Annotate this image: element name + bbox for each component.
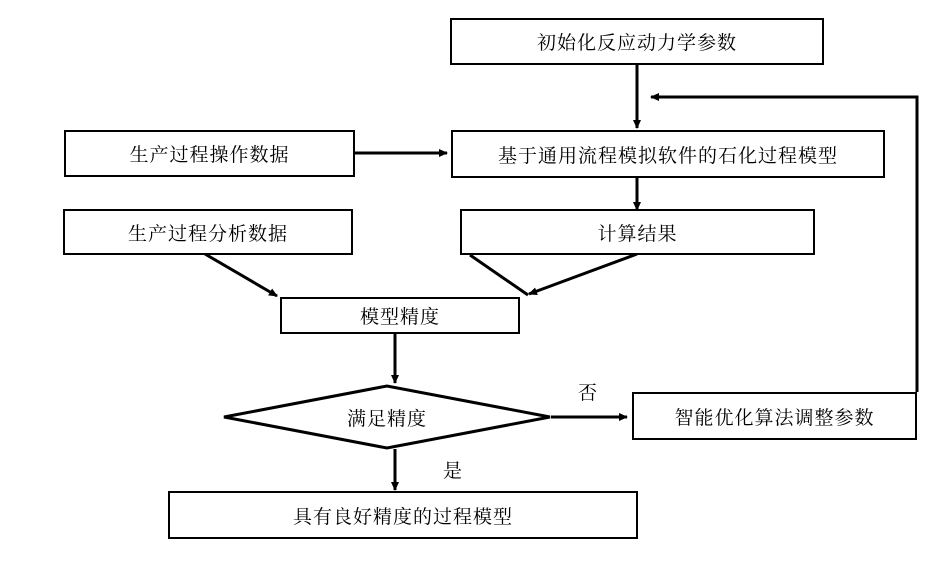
node-analysis-data-label: 生产过程分析数据	[127, 222, 288, 245]
node-calc-result[interactable]	[460, 209, 815, 255]
node-model-accuracy[interactable]	[280, 297, 520, 334]
node-final-model-label: 具有良好精度的过程模型	[292, 505, 513, 528]
edge-model-to-accuracy	[470, 255, 528, 295]
node-optimize-params[interactable]	[632, 392, 917, 440]
node-process-model[interactable]	[451, 130, 885, 178]
node-process-model-label: 基于通用流程模拟软件的石化过程模型	[497, 144, 838, 167]
edge-label-yes	[443, 456, 462, 483]
node-accuracy-check-label: 满足精度	[346, 407, 427, 430]
node-operation-data-label: 生产过程操作数据	[129, 144, 290, 166]
edge-result-to-accuracy	[529, 254, 637, 294]
edge-label-yes-text: 是	[443, 460, 463, 482]
node-accuracy-check[interactable]	[222, 384, 552, 450]
edge-label-no	[578, 378, 597, 405]
node-init-params-label: 初始化反应动力学参数	[536, 32, 737, 54]
node-model-accuracy-label: 模型精度	[359, 306, 440, 328]
node-analysis-data[interactable]	[63, 209, 353, 255]
node-init-params[interactable]	[450, 18, 824, 65]
edge-label-no-text: 否	[578, 382, 598, 404]
node-optimize-params-label: 智能优化算法调整参数	[674, 406, 875, 429]
edge-analysis-to-accuracy	[205, 254, 277, 296]
node-final-model[interactable]	[168, 491, 638, 539]
node-calc-result-label: 计算结果	[597, 222, 678, 245]
node-operation-data[interactable]	[64, 130, 355, 177]
